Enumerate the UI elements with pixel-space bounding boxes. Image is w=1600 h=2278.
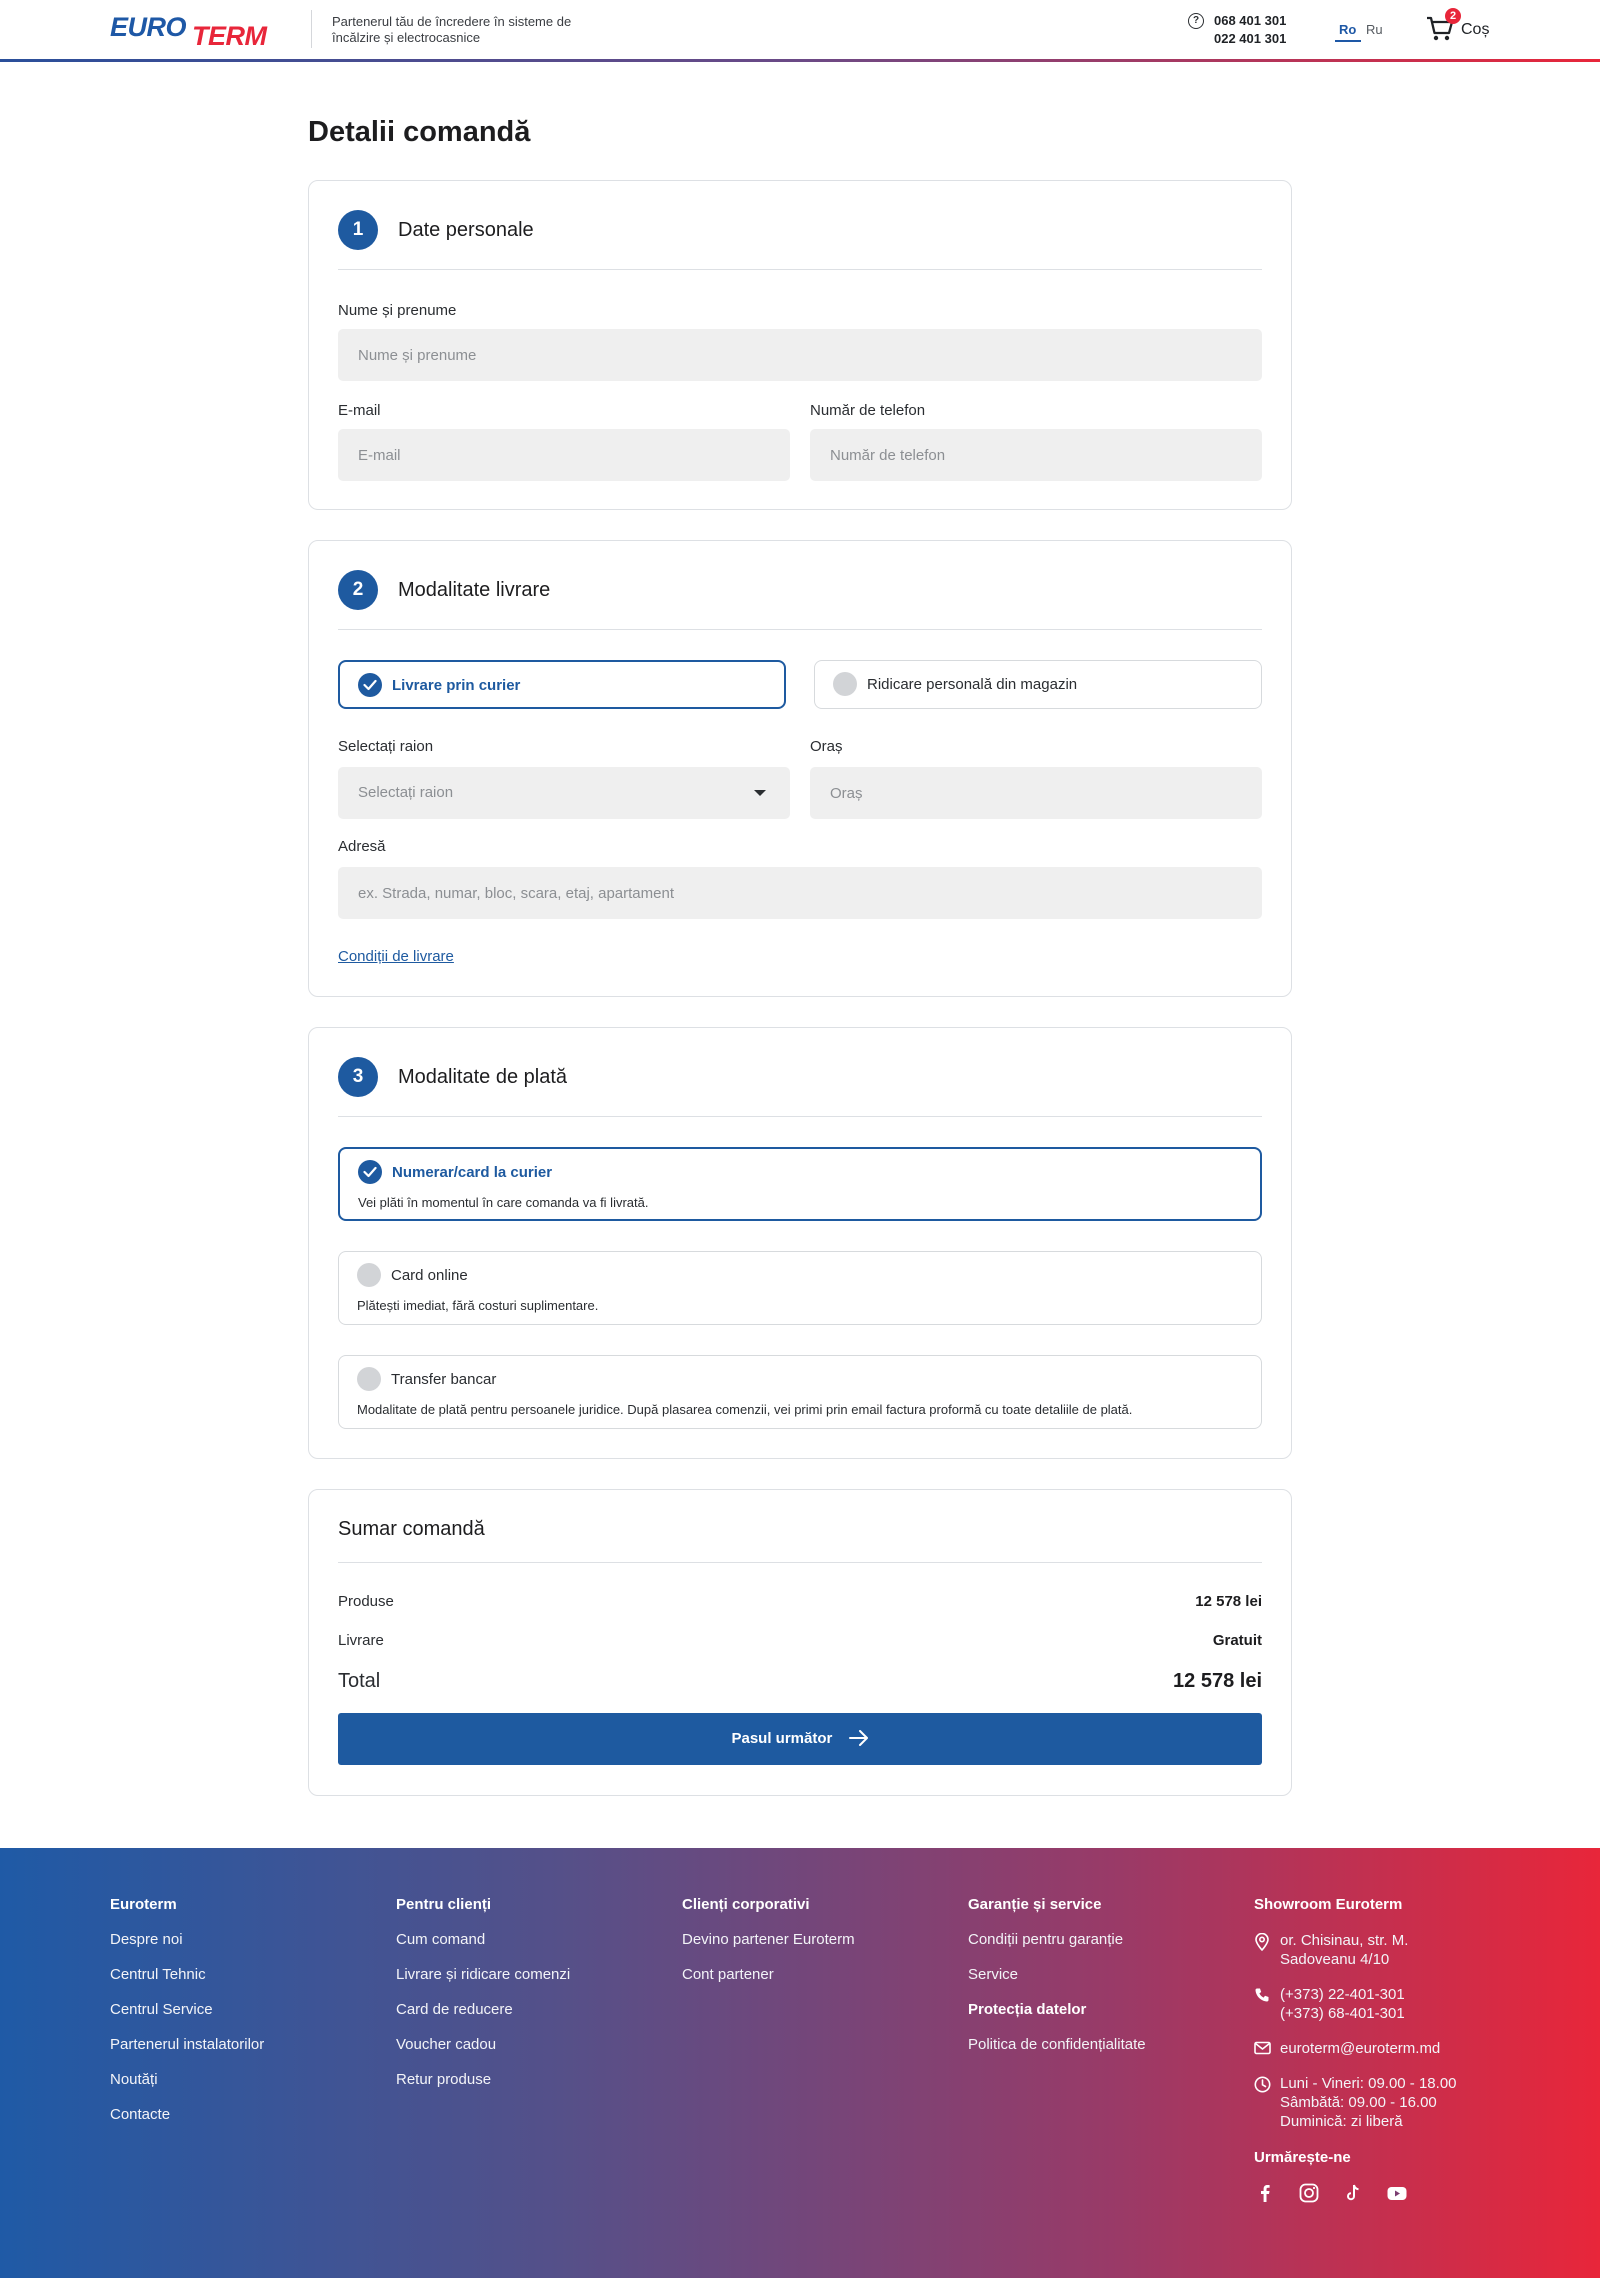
footer-link[interactable]: Centrul Service xyxy=(110,2001,213,2018)
city-label: Oraș xyxy=(810,738,843,755)
cart-count-badge: 2 xyxy=(1445,8,1461,24)
footer-link[interactable]: Retur produse xyxy=(396,2071,492,2088)
footer-heading: Garanție și service xyxy=(968,1896,1102,1913)
delivery-cost-value: Gratuit xyxy=(1212,1632,1262,1649)
site-header xyxy=(0,0,1600,62)
footer-link[interactable]: Cum comand xyxy=(396,1931,486,1948)
raion-select[interactable] xyxy=(338,767,790,819)
footer-subheading: Protecția datelor xyxy=(968,2001,1087,2018)
payment-option-title: Transfer bancar xyxy=(391,1371,497,1388)
footer-link[interactable]: Card de reducere xyxy=(396,2001,513,2018)
footer-link[interactable]: Devino partener Euroterm xyxy=(682,1931,855,1948)
caret-down-icon xyxy=(754,790,766,796)
personal-data-card xyxy=(308,180,1292,510)
showroom-phone[interactable]: (+373) 22-401-301 xyxy=(1280,1986,1405,2003)
step-number-1: 1 xyxy=(338,210,378,250)
section-divider xyxy=(338,269,1262,270)
name-label: Nume și prenume xyxy=(338,302,457,319)
products-value: 12 578 lei xyxy=(1195,1593,1262,1610)
hours-line: Sâmbătă: 09.00 - 16.00 xyxy=(1280,2094,1437,2111)
order-summary-card xyxy=(308,1489,1292,1796)
email-link[interactable]: euroterm@euroterm.md xyxy=(1280,2040,1441,2057)
name-input[interactable] xyxy=(338,329,1262,381)
showroom-hours xyxy=(1254,2074,1514,2131)
header-phone-2[interactable]: 022 401 301 xyxy=(1214,31,1287,46)
section-divider xyxy=(338,1562,1262,1563)
summary-title: Sumar comandă xyxy=(338,1518,485,1540)
footer-col-clients xyxy=(396,1896,570,2106)
hours-line: Luni - Vineri: 09.00 - 18.00 xyxy=(1280,2075,1457,2092)
delivery-option-courier[interactable] xyxy=(338,660,786,709)
mail-icon xyxy=(1254,2041,1271,2055)
payment-option-desc: Vei plăti în momentul în care comanda va fi livrată. xyxy=(358,1195,649,1210)
cart-button[interactable] xyxy=(1426,10,1490,46)
payment-section-title: Modalitate de plată xyxy=(398,1066,568,1088)
total-value: 12 578 lei xyxy=(1173,1670,1262,1692)
products-label: Produse xyxy=(338,1593,394,1610)
payment-option-cash-courier[interactable] xyxy=(338,1147,1262,1221)
footer-link[interactable]: Contacte xyxy=(110,2106,171,2123)
address-input[interactable] xyxy=(338,867,1262,919)
social-links xyxy=(1254,2182,1514,2204)
radio-unchecked-icon xyxy=(833,672,857,696)
arrow-right-icon xyxy=(849,1730,869,1746)
header-divider xyxy=(311,10,312,48)
payment-option-title: Card online xyxy=(391,1267,468,1284)
euroterm-logo[interactable] xyxy=(110,10,294,51)
checkmark-icon xyxy=(358,1160,382,1184)
youtube-icon[interactable] xyxy=(1386,2182,1408,2204)
payment-option-bank-transfer[interactable] xyxy=(338,1355,1262,1429)
footer-link[interactable]: Service xyxy=(968,1966,1019,1983)
lang-active-indicator xyxy=(1335,40,1361,42)
footer-link[interactable]: Voucher cadou xyxy=(396,2036,497,2053)
payment-option-card-online[interactable] xyxy=(338,1251,1262,1325)
header-gradient-line xyxy=(0,59,1600,62)
radio-unchecked-icon xyxy=(357,1263,381,1287)
footer-col-warranty xyxy=(968,1896,1146,2071)
delivery-option-pickup-label: Ridicare personală din magazin xyxy=(867,676,1078,693)
facebook-icon[interactable] xyxy=(1254,2182,1276,2204)
lang-ru-button[interactable]: Ru xyxy=(1366,22,1383,37)
footer-heading: Euroterm xyxy=(110,1896,177,1913)
section-divider xyxy=(338,629,1262,630)
cart-label: Coș xyxy=(1461,21,1490,38)
delivery-conditions-link[interactable]: Condiții de livrare xyxy=(338,948,454,965)
phone-label: Număr de telefon xyxy=(810,402,926,419)
footer-col-euroterm xyxy=(110,1896,264,2141)
footer-heading: Pentru clienți xyxy=(396,1896,492,1913)
page-title: Detalii comandă xyxy=(308,116,531,148)
footer-link[interactable]: Despre noi xyxy=(110,1931,183,1948)
delivery-cost-label: Livrare xyxy=(338,1632,384,1649)
showroom-address xyxy=(1254,1931,1514,1969)
header-phone-1[interactable]: 068 401 301 xyxy=(1214,13,1287,28)
clock-icon xyxy=(1254,2076,1271,2093)
payment-option-title: Numerar/card la curier xyxy=(392,1164,553,1181)
total-label: Total xyxy=(338,1670,381,1692)
footer-link[interactable]: Partenerul instalatorilor xyxy=(110,2036,265,2053)
footer-link[interactable]: Livrare și ridicare comenzi xyxy=(396,1966,571,1983)
address-line: or. Chisinau, str. M. xyxy=(1280,1932,1409,1949)
payment-option-desc: Plătești imediat, fără costuri suplimentare. xyxy=(357,1298,599,1313)
next-step-label: Pasul următor xyxy=(731,1730,833,1747)
delivery-section-title: Modalitate livrare xyxy=(398,579,551,601)
footer-heading: Clienți corporativi xyxy=(682,1896,810,1913)
tiktok-icon[interactable] xyxy=(1342,2182,1364,2204)
payment-card xyxy=(308,1027,1292,1459)
footer-link[interactable]: Politica de confidențialitate xyxy=(968,2036,1146,2053)
footer-link[interactable]: Centrul Tehnic xyxy=(110,1966,206,1983)
phone-input[interactable] xyxy=(810,429,1262,481)
delivery-option-pickup[interactable] xyxy=(814,660,1262,709)
phone-icon xyxy=(1254,1987,1270,2003)
footer-col-showroom xyxy=(1254,1896,1514,2204)
delivery-card xyxy=(308,540,1292,997)
header-tagline: Partenerul tău de încredere în sisteme de încălzire și electrocasnice xyxy=(332,14,572,45)
email-label: E-mail xyxy=(338,402,381,419)
address-label: Adresă xyxy=(338,838,386,855)
footer-heading: Showroom Euroterm xyxy=(1254,1896,1403,1913)
help-phone-icon: ? xyxy=(1188,13,1204,29)
showroom-email xyxy=(1254,2039,1514,2058)
logo-euro-text: EURO xyxy=(110,12,187,42)
step-number-3: 3 xyxy=(338,1057,378,1097)
lang-ro-button[interactable]: Ro xyxy=(1339,22,1357,37)
raion-select-value: Selectați raion xyxy=(358,784,454,801)
step-number-2: 2 xyxy=(338,570,378,610)
follow-us-heading: Urmărește-ne xyxy=(1254,2149,1351,2166)
payment-option-desc: Modalitate de plată pentru persoanele juridice. După plasarea comenzii, vei primi prin email factura proformă cu toate detaliile de plată. xyxy=(357,1402,1133,1417)
checkmark-icon xyxy=(358,673,382,697)
footer-link[interactable]: Noutăți xyxy=(110,2071,158,2088)
site-footer xyxy=(0,1848,1600,2278)
radio-unchecked-icon xyxy=(357,1367,381,1391)
city-input[interactable] xyxy=(810,767,1262,819)
footer-col-corporate xyxy=(682,1896,855,2001)
logo-term-text: TERM xyxy=(192,21,267,51)
next-step-button[interactable] xyxy=(338,1713,1262,1765)
section-divider xyxy=(338,1116,1262,1117)
email-input[interactable] xyxy=(338,429,790,481)
delivery-option-courier-label: Livrare prin curier xyxy=(392,677,521,694)
hours-line: Duminică: zi liberă xyxy=(1280,2113,1403,2130)
personal-section-title: Date personale xyxy=(398,219,534,241)
instagram-icon[interactable] xyxy=(1298,2182,1320,2204)
raion-label: Selectați raion xyxy=(338,738,434,755)
location-pin-icon xyxy=(1254,1933,1270,1951)
address-line: Sadoveanu 4/10 xyxy=(1280,1951,1390,1968)
footer-link[interactable]: Condiții pentru garanție xyxy=(968,1931,1124,1948)
showroom-phone[interactable]: (+373) 68-401-301 xyxy=(1280,2005,1405,2022)
showroom-phones xyxy=(1254,1985,1514,2023)
footer-link[interactable]: Cont partener xyxy=(682,1966,774,1983)
